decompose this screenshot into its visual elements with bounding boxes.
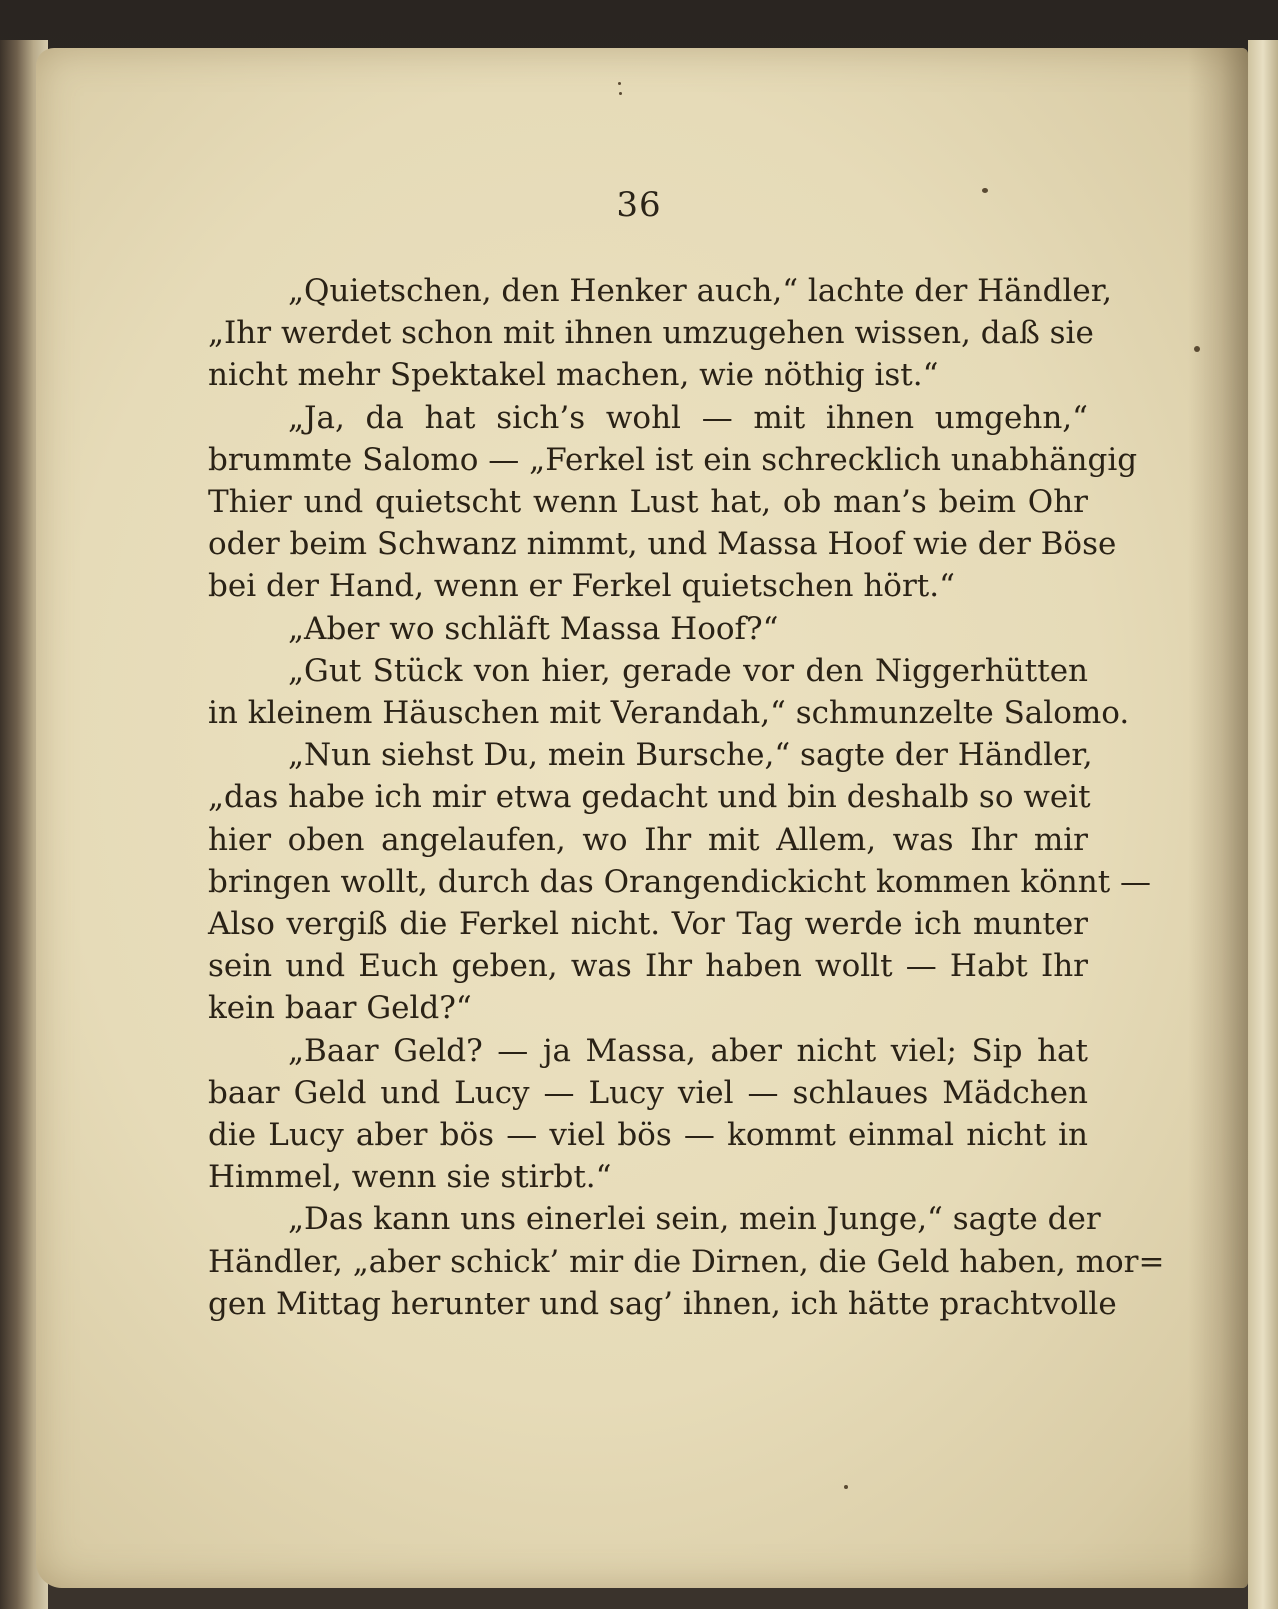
- text-line: Händler, „aber schick’ mir die Dirnen, die Geld haben, mor=: [208, 1243, 1165, 1280]
- body-text: [208, 270, 1165, 1325]
- paper-speck: [844, 1485, 848, 1489]
- paper-speck: [618, 82, 621, 85]
- text-line: oder beim Schwanz nimmt, und Massa Hoof wie der Böse: [208, 526, 1117, 563]
- text-line: in kleinem Häuschen mit Verandah,“ schmunzelte Salomo.: [208, 695, 1130, 732]
- text-line: nicht mehr Spektakel machen, wie nöthig ist.“: [208, 357, 939, 394]
- text-line: „Gut Stück von hier, gerade vor den Niggerhütten: [288, 652, 1088, 689]
- text-line: „Ihr werdet schon mit ihnen umzugehen wissen, daß sie: [208, 315, 1094, 352]
- facing-page-edge: [1248, 40, 1278, 1609]
- text-line: gen Mittag herunter und sag’ ihnen, ich hätte prachtvolle: [208, 1285, 1117, 1322]
- text-line: „Baar Geld? — ja Massa, aber nicht viel; Sip hat: [288, 1032, 1088, 1069]
- text-line: baar Geld und Lucy — Lucy viel — schlaues Mädchen: [208, 1074, 1088, 1111]
- text-line: „Nun siehst Du, mein Bursche,“ sagte der Händler,: [288, 737, 1093, 774]
- text-line: hier oben angelaufen, wo Ihr mit Allem, was Ihr mir: [208, 821, 1088, 858]
- page-number: 36: [616, 185, 662, 225]
- text-line: die Lucy aber bös — viel bös — kommt einmal nicht in: [208, 1117, 1088, 1154]
- text-line: brummte Salomo — „Ferkel ist ein schrecklich unabhängig: [208, 441, 1138, 478]
- text-line: bringen wollt, durch das Orangendickicht kommen könnt —: [208, 863, 1152, 900]
- text-line: Himmel, wenn sie stirbt.“: [208, 1159, 612, 1196]
- text-line: „Quietschen, den Henker auch,“ lachte der Händler,: [288, 273, 1112, 309]
- text-line: Thier und quietscht wenn Lust hat, ob man’s beim Ohr: [208, 484, 1088, 521]
- text-line: Also vergiß die Ferkel nicht. Vor Tag werde ich munter: [208, 906, 1088, 943]
- text-line: kein baar Geld?“: [208, 990, 472, 1027]
- text-line: bei der Hand, wenn er Ferkel quietschen hört.“: [208, 568, 955, 605]
- text-line: „das habe ich mir etwa gedacht und bin deshalb so weit: [208, 779, 1091, 816]
- paper-speck: [1194, 346, 1200, 352]
- text-line: „Aber wo schläft Massa Hoof?“: [288, 610, 779, 647]
- page-gutter-shadow: [1188, 48, 1248, 1588]
- text-line: „Das kann uns einerlei sein, mein Junge,“ sagte der: [288, 1201, 1101, 1238]
- text-line: „Ja, da hat sich’s wohl — mit ihnen umgehn,“: [288, 399, 1088, 436]
- text-line: sein und Euch geben, was Ihr haben wollt — Habt Ihr: [208, 948, 1088, 985]
- paper-speck: [619, 92, 622, 95]
